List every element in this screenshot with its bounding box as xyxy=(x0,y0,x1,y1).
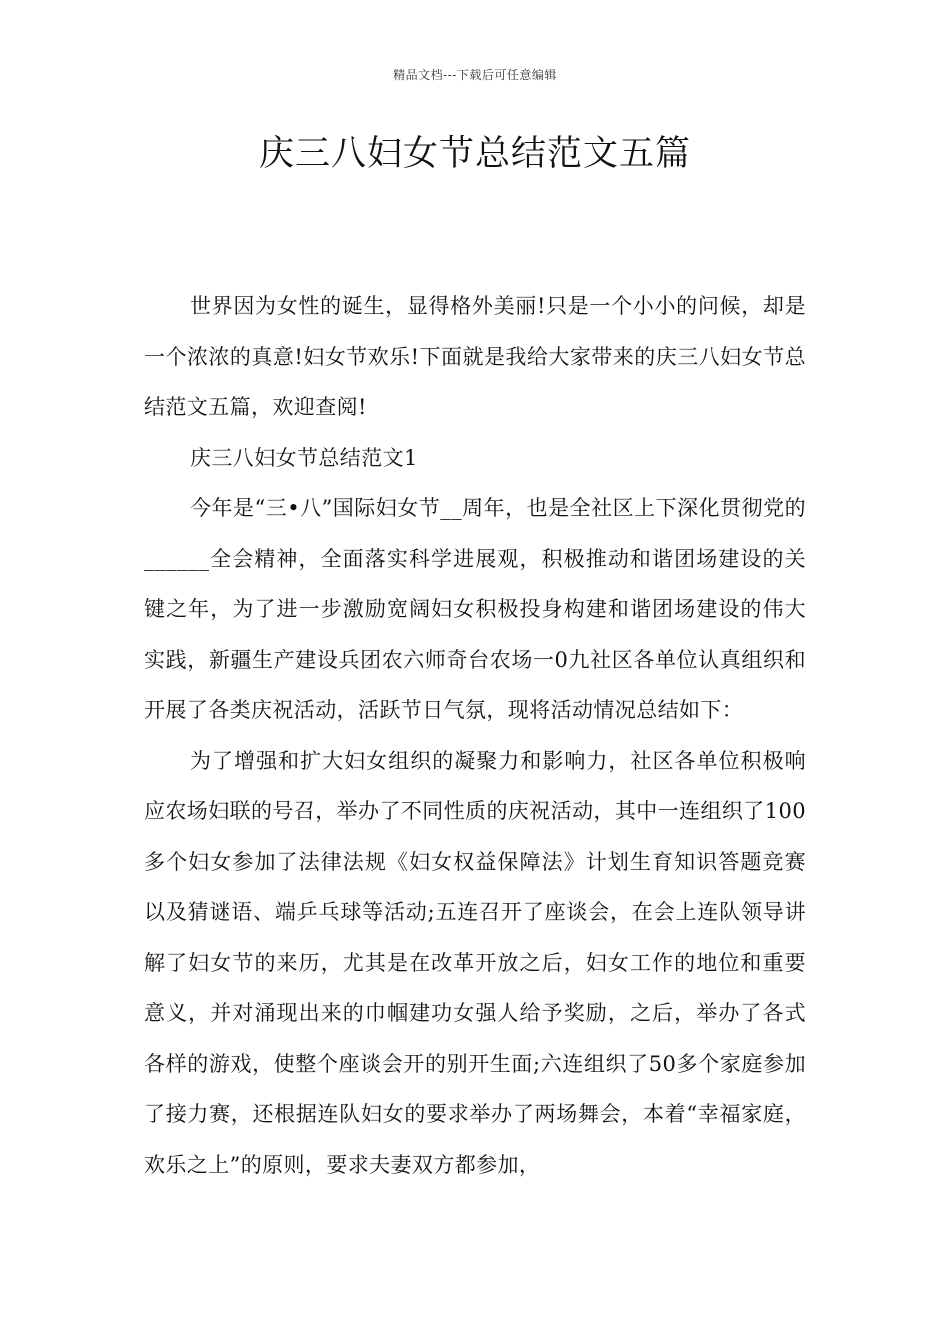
intro-paragraph: 世界因为女性的诞生，显得格外美丽!只是一个小小的问候，却是一个浓浓的真意!妇女节欢乐!下面就是我给大家带来的庆三八妇女节总结范文五篇，欢迎查阅! xyxy=(144,294,806,419)
body-paragraph: 为了增强和扩大妇女组织的凝聚力和影响力，社区各单位积极响应农场妇联的号召，举办了不同性质的庆祝活动，其中一连组织了100多个妇女参加了法律法规《妇女权益保障法》计划生育知识答题竞赛以及猜谜语、端乒乓球等活动;五连召开了座谈会，在会上连队领导讲解了妇女节的来历，尤其是在改革开放之后，妇女工作的地位和重要意义，并对涌现出来的巾帼建功女强人给予奖励，之后，举办了各式各样的游戏，使整个座谈会开的别开生面;六连组织了50多个家庭参加了接力赛，还根据连队妇女的要求举办了两场舞会，本着“幸福家庭，欢乐之上”的原则，要求夫妻双方都参加， xyxy=(144,748,806,1177)
body-paragraph: 今年是“三•八”国际妇女节__周年，也是全社区上下深化贯彻党的______全会精神，全面落实科学进展观，积极推动和谐团场建设的关键之年，为了进一步激励宽阔妇女积极投身构建和谐团场建设的伟大实践，新疆生产建设兵团农六师奇台农场一0九社区各单位认真组织和开展了各类庆祝活动，活跃节日气氛，现将活动情况总结如下： xyxy=(144,496,806,722)
document-title: 庆三八妇女节总结范文五篇 xyxy=(258,134,691,174)
header-note: 精品文档---下载后可任意编辑 xyxy=(393,68,557,82)
section-heading: 庆三八妇女节总结范文1 xyxy=(190,445,418,470)
document-body xyxy=(144,281,806,1190)
